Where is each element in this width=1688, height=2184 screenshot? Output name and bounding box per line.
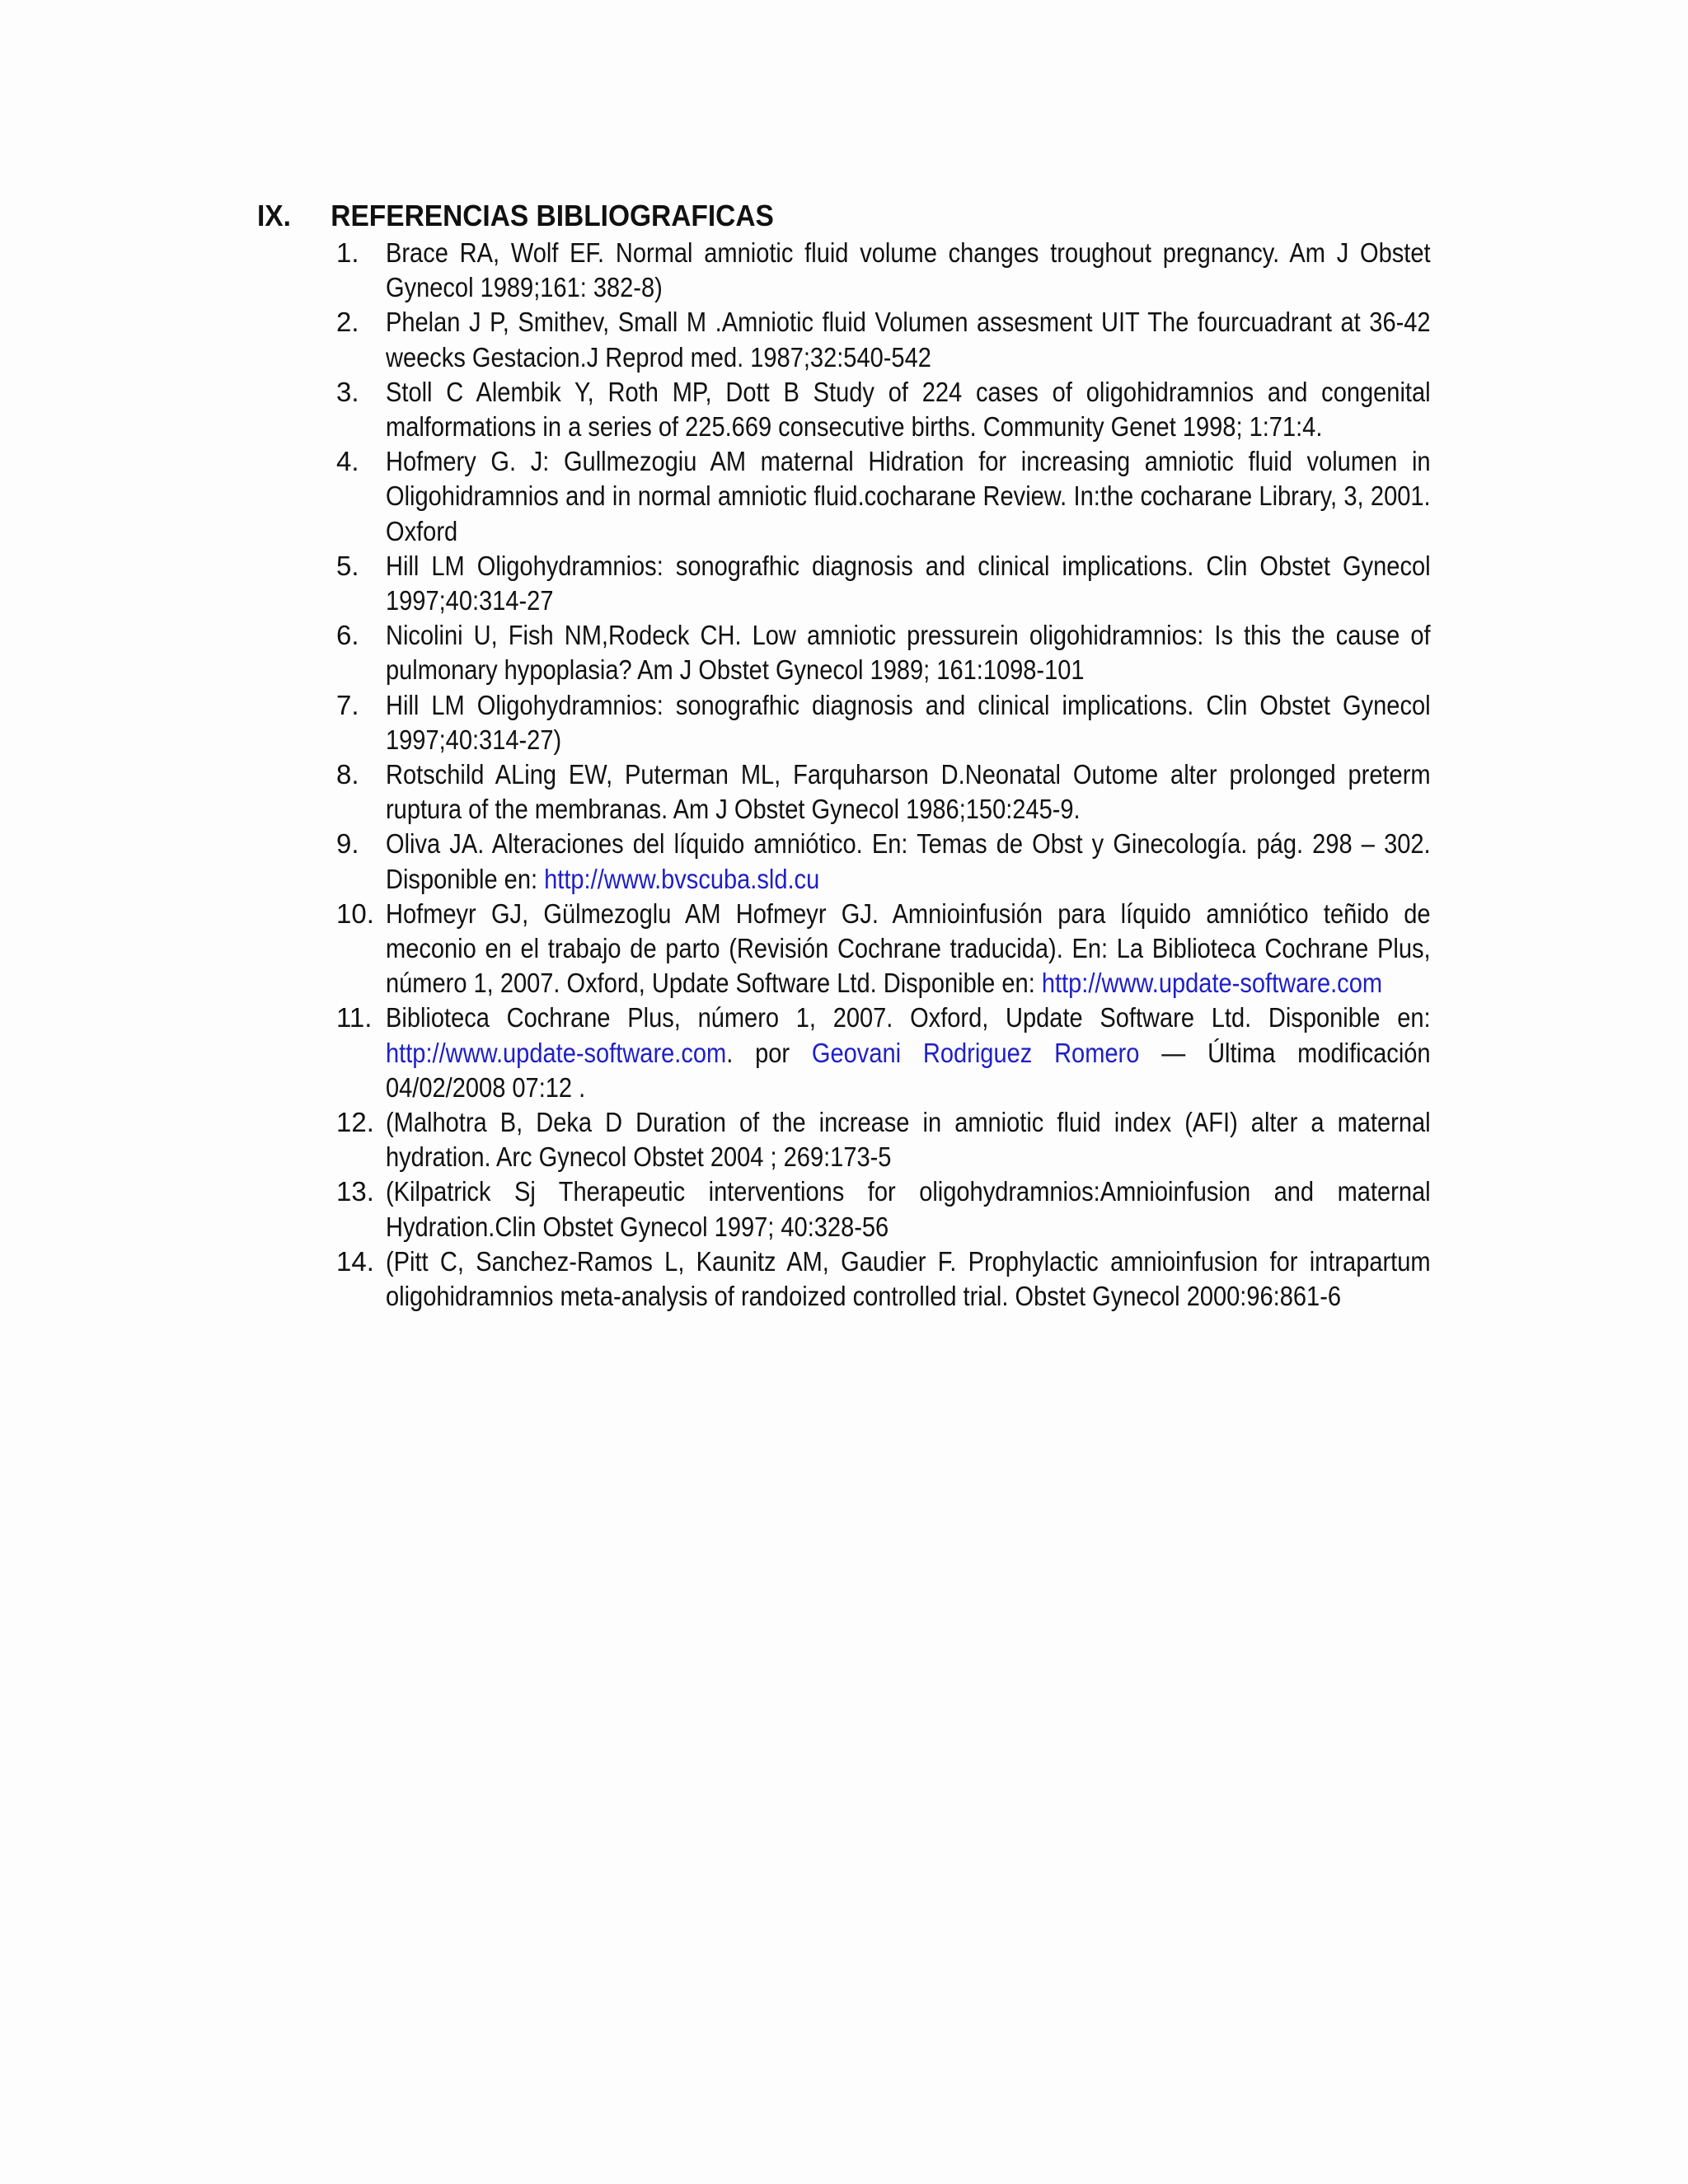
reference-text: Oliva JA. Alteraciones del líquido amniótico. En: Temas de Obst y Ginecología. pág. 298 – 302. Disponible en: [386, 828, 1431, 894]
reference-number: 14. [336, 1245, 374, 1277]
reference-text: (Kilpatrick Sj Therapeutic interventions for oligohydramnios:Amnioinfusion and maternal Hydration.Clin Obstet Gynecol 1997; 40:328-56 [386, 1176, 1431, 1242]
section-heading [257, 194, 1346, 237]
reference-number: 1. [336, 237, 359, 268]
reference-item [336, 1105, 1431, 1174]
reference-item [336, 549, 1431, 618]
reference-text: Brace RA, Wolf EF. Normal amniotic fluid volume changes troughout pregnancy. Am J Obstet Gynecol 1989;161: 382-8) [386, 237, 1431, 303]
author-link[interactable]: Geovani Rodriguez Romero [811, 1037, 1140, 1068]
reference-text-mid: . por [726, 1037, 812, 1068]
reference-text: Nicolini U, Fish NM,Rodeck CH. Low amniotic pressurein oligohidramnios: Is this the cause of pulmonary hypoplasia? Am J Obstet Gynecol 1989; 161:1098-101 [386, 620, 1431, 686]
reference-number: 9. [336, 828, 359, 860]
reference-text: Hill LM Oligohydramnios: sonografhic diagnosis and clinical implications. Clin Obstet Gynecol 1997;40:314-27 [386, 550, 1431, 616]
reference-text: Hofmeyr GJ, Gülmezoglu AM Hofmeyr GJ. Amnioinfusión para líquido amniótico teñido de meconio en el trabajo de parto (Revisión Cochrane traducida). En: La Biblioteca Cochrane Plus, número 1, 2007. Oxford, Update Software Ltd. Disponible en: [386, 898, 1431, 999]
reference-text: (Pitt C, Sanchez-Ramos L, Kaunitz AM, Gaudier F. Prophylactic amnioinfusion for intrapartum oligohidramnios meta-analysis of randoized controlled trial. Obstet Gynecol 2000:96:861-6 [386, 1245, 1431, 1312]
reference-link[interactable]: http://www.bvscuba.sld.cu [544, 863, 820, 894]
reference-number: 2. [336, 307, 359, 338]
reference-item [336, 375, 1431, 444]
reference-text: Hofmery G. J: Gullmezogiu AM maternal Hidration for increasing amniotic fluid volumen in Oligohidramnios and in normal amniotic fluid.cocharane Review. In:the cocharane Library, 3, 2001. Oxford [386, 446, 1431, 546]
reference-item [336, 1174, 1431, 1244]
reference-item [336, 236, 1431, 305]
reference-number: 6. [336, 620, 359, 651]
reference-number: 4. [336, 446, 359, 477]
reference-link[interactable]: http://www.update-software.com [386, 1037, 727, 1068]
reference-text: Biblioteca Cochrane Plus, número 1, 2007. Oxford, Update Software Ltd. Disponible en: [386, 1002, 1431, 1033]
reference-list [336, 236, 1431, 1314]
reference-item [336, 1244, 1431, 1314]
reference-text: Stoll C Alembik Y, Roth MP, Dott B Study of 224 cases of oligohidramnios and congenital malformations in a series of 225.669 consecutive births. Community Genet 1998; 1:71:4. [386, 376, 1431, 443]
reference-number: 8. [336, 759, 359, 790]
reference-item [336, 444, 1431, 549]
reference-link[interactable]: http://www.update-software.com [1041, 968, 1383, 999]
reference-text-tail: — Última modificación 04/02/2008 07:12 . [386, 1037, 1431, 1103]
section-number: IX. [257, 199, 291, 232]
reference-number: 12. [336, 1107, 374, 1138]
reference-item [336, 618, 1431, 687]
reference-number: 5. [336, 550, 359, 581]
reference-text: Phelan J P, Smithev, Small M .Amniotic fluid Volumen assesment UIT The fourcuadrant at 36-42 weecks Gestacion.J Reprod med. 1987;32:540-542 [386, 307, 1431, 373]
reference-number: 7. [336, 689, 359, 720]
reference-number: 10. [336, 898, 374, 929]
reference-text: (Malhotra B, Deka D Duration of the increase in amniotic fluid index (AFI) alter a maternal hydration. Arc Gynecol Obstet 2004 ; 269:173-5 [386, 1107, 1431, 1173]
reference-item [336, 305, 1431, 374]
reference-item [336, 897, 1431, 1001]
reference-item [336, 688, 1431, 757]
reference-text: Hill LM Oligohydramnios: sonografhic diagnosis and clinical implications. Clin Obstet Gynecol 1997;40:314-27) [386, 689, 1431, 755]
reference-item [336, 1001, 1431, 1105]
section-title: REFERENCIAS BIBLIOGRAFICAS [331, 199, 774, 232]
reference-text: Rotschild ALing EW, Puterman ML, Farquharson D.Neonatal Outome alter prolonged preterm ruptura of the membranas. Am J Obstet Gynecol 1986;150:245-9. [386, 759, 1431, 825]
reference-item [336, 827, 1431, 896]
reference-number: 11. [336, 1002, 373, 1033]
reference-item [336, 757, 1431, 827]
reference-number: 3. [336, 376, 359, 407]
reference-number: 13. [336, 1176, 374, 1207]
